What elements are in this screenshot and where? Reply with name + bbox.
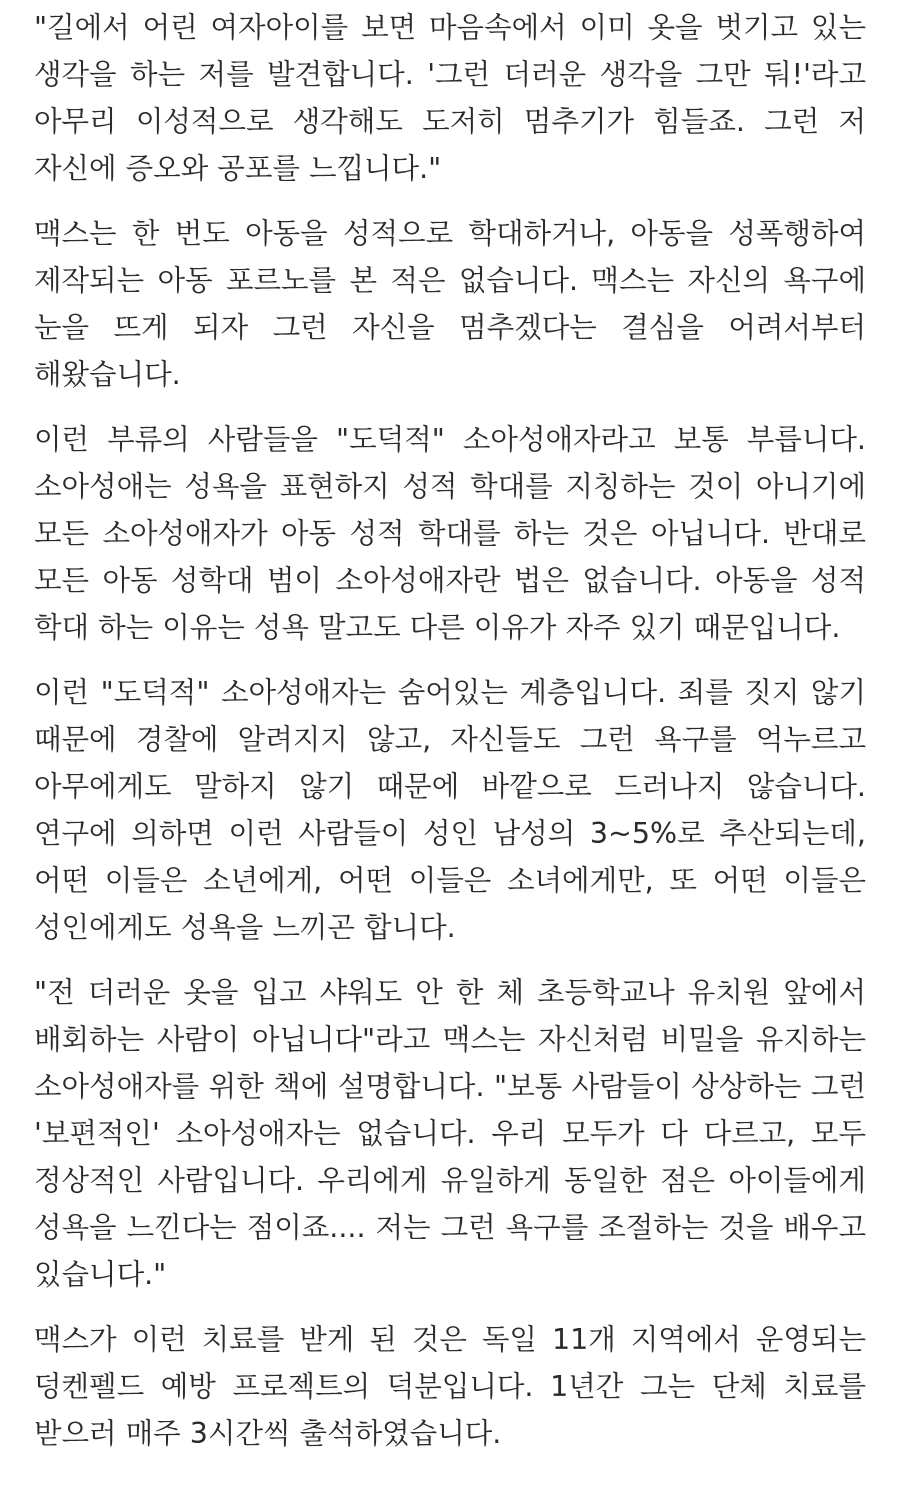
paragraph-max-background: 맥스는 한 번도 아동을 성적으로 학대하거나, 아동을 성폭행하여 제작되는 아동 포르노를 본 적은 없습니다. 맥스는 자신의 욕구에 눈을 뜨게 되자 그런 자신을 멈추겠다는 결심을 어려서부터 해왔습니다. [34,217,866,391]
paragraph-hidden-group: 이런 "도덕적" 소아성애자는 숨어있는 계층입니다. 죄를 짓지 않기 때문에 경찰에 알려지지 않고, 자신들도 그런 욕구를 억누르고 아무에게도 말하지 않기 때문에 바깥으로 드러나지 않습니다. 연구에 의하면 이런 사람들이 성인 남성의 3~5%로 추산되는데, 어떤 이들은 소년에게, 어떤 이들은 소녀에게만, 또 어떤 이들은 성인에게도 성욕을 느끼곤 합니다. [34,676,866,944]
paragraph-moral-definition: 이런 부류의 사람들을 "도덕적" 소아성애자라고 보통 부릅니다. 소아성애는 성욕을 표현하지 성적 학대를 지칭하는 것이 아니기에 모든 소아성애자가 아동 성적 학대를 하는 것은 아닙니다. 반대로 모든 아동 성학대 범이 소아성애자란 법은 없습니다. 아동을 성적 학대 하는 이유는 성욕 말고도 다른 이유가 자주 있기 때문입니다. [34,423,866,644]
paragraph-quote-book: "전 더러운 옷을 입고 샤워도 안 한 체 초등학교나 유치원 앞에서 배회하는 사람이 아닙니다"라고 맥스는 자신처럼 비밀을 유지하는 소아성애자를 위한 책에 설명합니다. "보통 사람들이 상상하는 그런 '보편적인' 소아성애자는 없습니다. 우리 모두가 다 다르고, 모두 정상적인 사람입니다. 우리에게 유일하게 동일한 점은 아이들에게 성욕을 느낀다는 점이죠.... 저는 그런 욕구를 조절하는 것을 배우고 있습니다." [34,976,866,1291]
paragraph-prevention-project: 맥스가 이런 치료를 받게 된 것은 독일 11개 지역에서 운영되는 덩켄펠드 예방 프로젝트의 덕분입니다. 1년간 그는 단체 치료를 받으러 매주 3시간씩 출석하였습니다. [34,1323,866,1450]
paragraph-quote-confession: "길에서 어린 여자아이를 보면 마음속에서 이미 옷을 벗기고 있는 생각을 하는 저를 발견합니다. '그런 더러운 생각을 그만 둬!'라고 아무리 이성적으로 생각해도 도저히 멈추기가 힘들죠. 그런 저 자신에 증오와 공포를 느낍니다." [34,11,866,185]
